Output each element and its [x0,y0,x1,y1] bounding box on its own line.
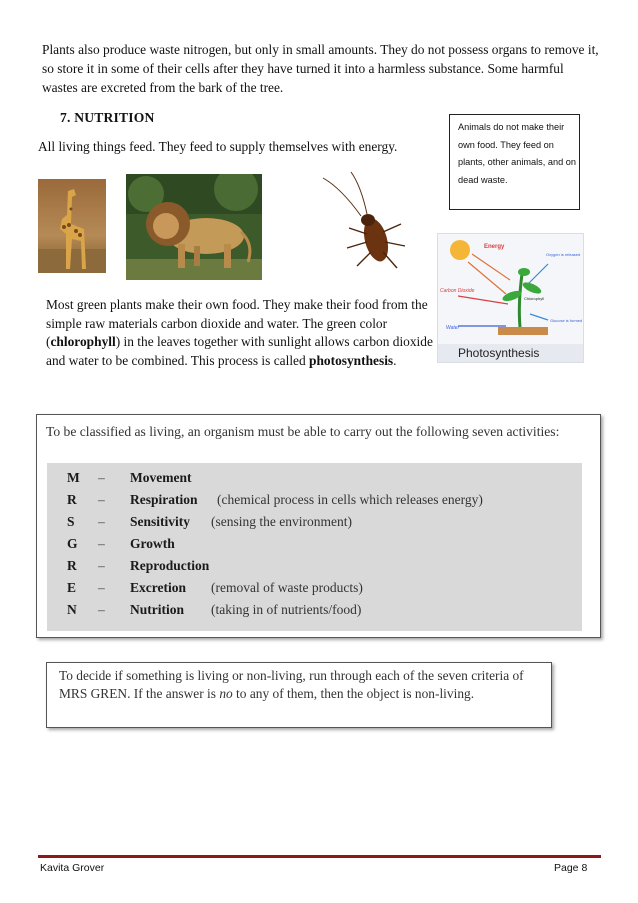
mrs-term: Nutrition [130,602,184,617]
mrs-gren-box [36,414,601,638]
intro-paragraph: Plants also produce waste nitrogen, but only in small amounts. They do not possess organs to remove it, so store it in some of their cells after they have turned it into a harmless substance. Some harmful wastes are excreted from the bark of the tree. [42,42,599,95]
plants-para-text-1: Most green plants make their own food. They make their food from the simple raw materials carbon dioxide and water. The green color ( [46,297,428,350]
animals-note-box [449,114,580,210]
mrs-term: Sensitivity [130,514,191,529]
plants-para-text-2: ) in the leaves together with sunlight allows carbon dioxide and water to be combined. This process is called [46,334,433,368]
animals-note-text: Animals do not make their own food. They feed on plants, other animals, and on dead waste. [458,122,576,185]
mrs-description: (removal of waste products) [211,580,363,595]
mrs-letter: R [67,558,77,573]
mrs-letter: G [67,536,78,551]
mrs-letter: E [67,580,77,595]
mrs-dash: – [98,602,105,617]
mrs-letter: R [67,492,77,507]
decide-text-2: to any of them, then the object is non-living. [232,685,475,701]
diagram-label-carbon-dioxide: Carbon Dioxide [440,288,475,294]
decide-living-text [59,667,545,702]
cockroach-photo [321,168,419,278]
mrs-term: Reproduction [130,558,210,573]
diagram-label-water: Water [446,325,460,331]
decide-emphasis: no [219,685,233,701]
decide-living-box [46,662,552,728]
footer-author: Kavita Grover [40,862,105,874]
nutrition-intro-text: All living things feed. They feed to supply themselves with energy. [38,139,398,154]
mrs-dash: – [98,580,105,595]
section-heading: 7. NUTRITION [60,110,155,125]
plants-para-text-3: . [393,352,397,368]
mrs-dash: – [98,492,105,507]
mrs-description: (taking in of nutrients/food) [211,602,362,617]
mrs-letter: N [67,602,77,617]
diagram-label-energy: Energy [484,244,505,250]
decide-text-1: To decide if something is living or non-living, run through each of the seven criteria of MRS GREN. If the answer is [59,668,524,701]
mrs-letter: M [67,470,80,485]
mrs-gren-list [47,463,582,631]
mrs-gren-intro: To be classified as living, an organism must be able to carry out the following seven activities: [46,424,560,439]
mrs-dash: – [98,514,105,529]
mrs-dash: – [98,470,105,485]
giraffe-photo [38,179,106,273]
photosynthesis-term: photosynthesis [309,352,394,368]
diagram-label-oxygen: Oxygen is released [546,252,581,257]
footer-page-number: Page 8 [554,862,588,874]
mrs-term: Excretion [130,580,186,595]
diagram-caption: Photosynthesis [458,346,540,360]
mrs-dash: – [98,558,105,573]
photosynthesis-paragraph [46,296,436,370]
mrs-description: (sensing the environment) [211,514,352,529]
mrs-term: Movement [130,470,192,485]
mrs-dash: – [98,536,105,551]
mrs-term: Respiration [130,492,198,507]
photosynthesis-diagram [437,233,584,363]
diagram-label-glucose: Glucose is formed [550,318,583,323]
footer-rule [38,855,601,858]
chlorophyll-term: chlorophyll [50,334,116,350]
mrs-letter: S [67,514,75,529]
diagram-label-chlorophyll: Chlorophyll [524,296,545,301]
lion-photo [126,174,262,280]
mrs-term: Growth [130,536,175,551]
mrs-description: (chemical process in cells which releases energy) [217,492,483,507]
